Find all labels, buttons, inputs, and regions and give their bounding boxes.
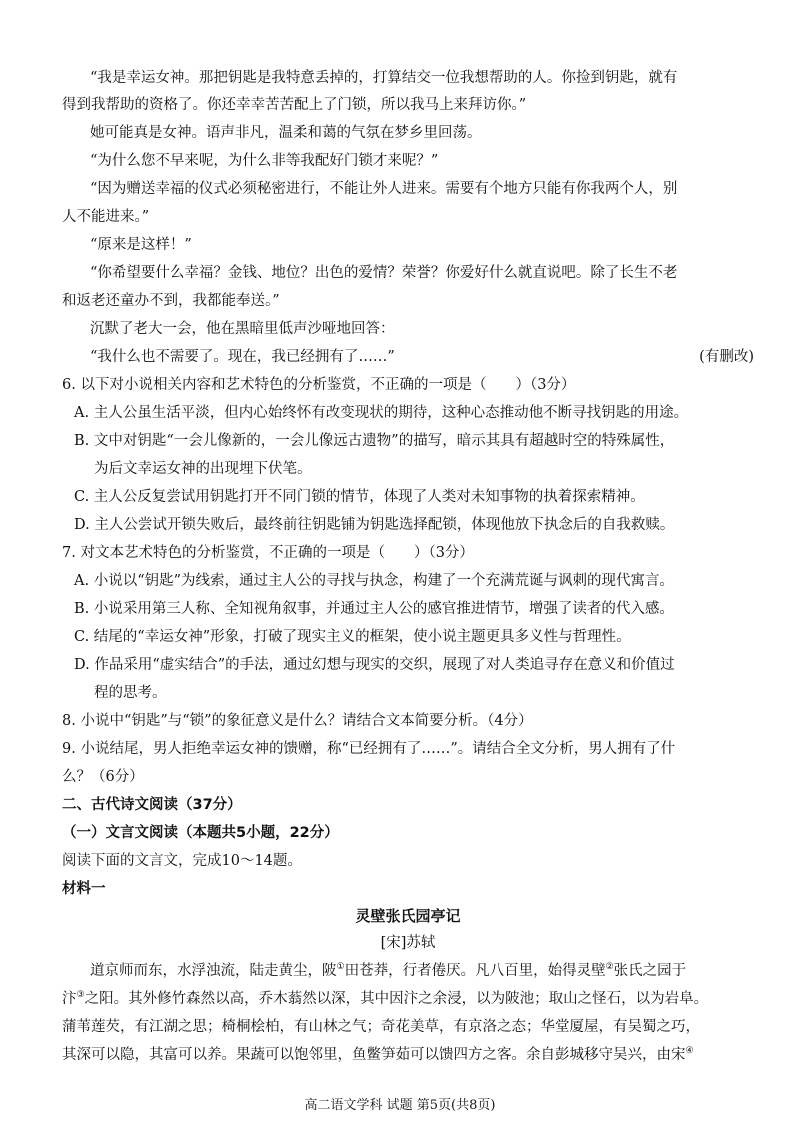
question-6-option-d: D. 主人公尝试开锁失败后，最终前往钥匙铺为钥匙选择配锁，体现他放下执念后的自我救赎。 [74,517,675,533]
question-6-option-a: A. 主人公虽生活平淡，但内心始终怀有改变现状的期待，这种心态推动他不断寻找钥匙的用途。 [74,405,689,421]
story-line-8: “你希望要什么幸福？金钱、地位？出色的爱情？荣誉？你爱好什么就直说吧。除了长生不老 [90,265,678,281]
footnote-marker-4: ④ [685,1046,694,1057]
essay-line-2-part-b: 之阳。其外修竹森然以高，乔木蓊然以深，其中因汴之余浸，以为陂池；取山之怪石，以为岩阜。 [84,991,709,1007]
page-footer: 高二语文学科 试题 第5页(共8页) [304,1098,496,1113]
question-7-option-c: C. 结尾的“幸运女神”形象，打破了现实主义的框架，使小说主题更具多义性与哲理性。 [74,629,631,645]
section-2-instruction: 阅读下面的文言文，完成10～14题。 [62,853,302,869]
story-line-4: “为什么您不早来呢，为什么非等我配好门锁才来呢？” [90,153,439,169]
question-6-stem: 6. 以下对小说相关内容和艺术特色的分析鉴赏，不正确的一项是（ ）（3分） [62,377,576,393]
story-line-9: 和返老还童办不到，我都能奉送。” [62,293,280,309]
question-7-option-b: B. 小说采用第三人称、全知视角叙事，并通过主人公的感官推进情节，增强了读者的代入感。 [74,601,674,617]
revision-note: (有删改) [699,349,754,365]
question-7-option-a: A. 小说以“钥匙”为线索，通过主人公的寻找与执念，构建了一个充满荒诞与讽刺的现代寓言。 [74,573,675,589]
essay-line-4-text: 其深可以隐，其富可以养。果蔬可以饱邻里，鱼鳖笋茹可以馈四方之客。余自彭城移守吴兴，由宋 [62,1047,686,1063]
question-9-line-1: 9. 小说结尾，男人拒绝幸运女神的馈赠，称“已经拥有了……”。请结合全文分析，男人拥有了什 [62,741,676,757]
essay-title: 灵壁张氏园亭记 [355,907,461,925]
footnote-marker-2: ② [605,962,614,973]
essay-line-2-part-a: 汴 [62,991,77,1007]
question-6-option-c: C. 主人公反复尝试用钥匙打开不同门锁的情节，体现了人类对未知事物的执着探索精神。 [74,489,645,505]
story-line-11: “我什么也不需要了。现在，我已经拥有了……” [90,349,395,365]
section-2-heading: 二、古代诗文阅读（37分） [62,797,242,813]
essay-line-1-part-b: 田苍莽，行者倦厌。凡八百里，始得灵壁 [344,963,606,979]
question-6-option-b-cont: 为后文幸运女神的出现埋下伏笔。 [94,461,312,477]
essay-line-1-part-a: 道京师而东，水浮浊流，陆走黄尘，陂 [90,963,337,979]
story-line-5: “因为赠送幸福的仪式必须秘密进行，不能让外人进来。需要有个地方只能有你我两个人，别 [90,181,678,197]
question-7-stem: 7. 对文本艺术特色的分析鉴赏，不正确的一项是（ ）（3分） [62,545,474,561]
essay-line-1-part-c: 张氏之园于 [613,963,687,979]
story-line-6: 人不能进来。” [62,209,150,225]
story-line-10: 沉默了老大一会，他在黑暗里低声沙哑地回答： [90,321,395,337]
question-7-option-d-cont: 程的思考。 [94,685,167,701]
story-line-3: 她可能真是女神。语声非凡，温柔和蔼的气氛在梦乡里回荡。 [90,125,482,141]
essay-author: [宋]苏轼 [380,935,436,951]
essay-line-2 [62,987,708,1008]
question-7-option-d: D. 作品采用“虚实结合”的手法，通过幻想与现实的交织，展现了对人类追寻存在意义和价值过 [74,657,675,673]
story-line-1: “我是幸运女神。那把钥匙是我特意丢掉的，打算结交一位我想帮助的人。你捡到钥匙，就有 [90,70,678,86]
essay-line-3: 蒲苇莲芡，有江湖之思；椅桐桧柏，有山林之气；奇花美草，有京洛之态；华堂厦屋，有吴蜀之巧， [62,1019,700,1035]
footnote-marker-3: ③ [76,990,85,1001]
section-2-subheading: （一）文言文阅读（本题共5小题，22分） [62,825,339,841]
footnote-marker-1: ① [336,962,345,973]
question-9-line-2: 么？（6分） [62,769,144,785]
question-6-option-b: B. 文中对钥匙“一会儿像新的，一会儿像远古遗物”的描写，暗示其具有超越时空的特殊属性， [74,433,675,449]
essay-line-4 [62,1043,694,1064]
question-8: 8. 小说中“钥匙”与“锁”的象征意义是什么？请结合文本简要分析。（4分） [62,713,533,729]
essay-line-1 [62,959,686,980]
story-line-7: “原来是这样！” [90,237,192,253]
story-line-2: 得到我帮助的资格了。你还幸幸苦苦配上了门锁，所以我马上来拜访你。” [62,97,527,113]
material-label: 材料一 [62,881,106,897]
